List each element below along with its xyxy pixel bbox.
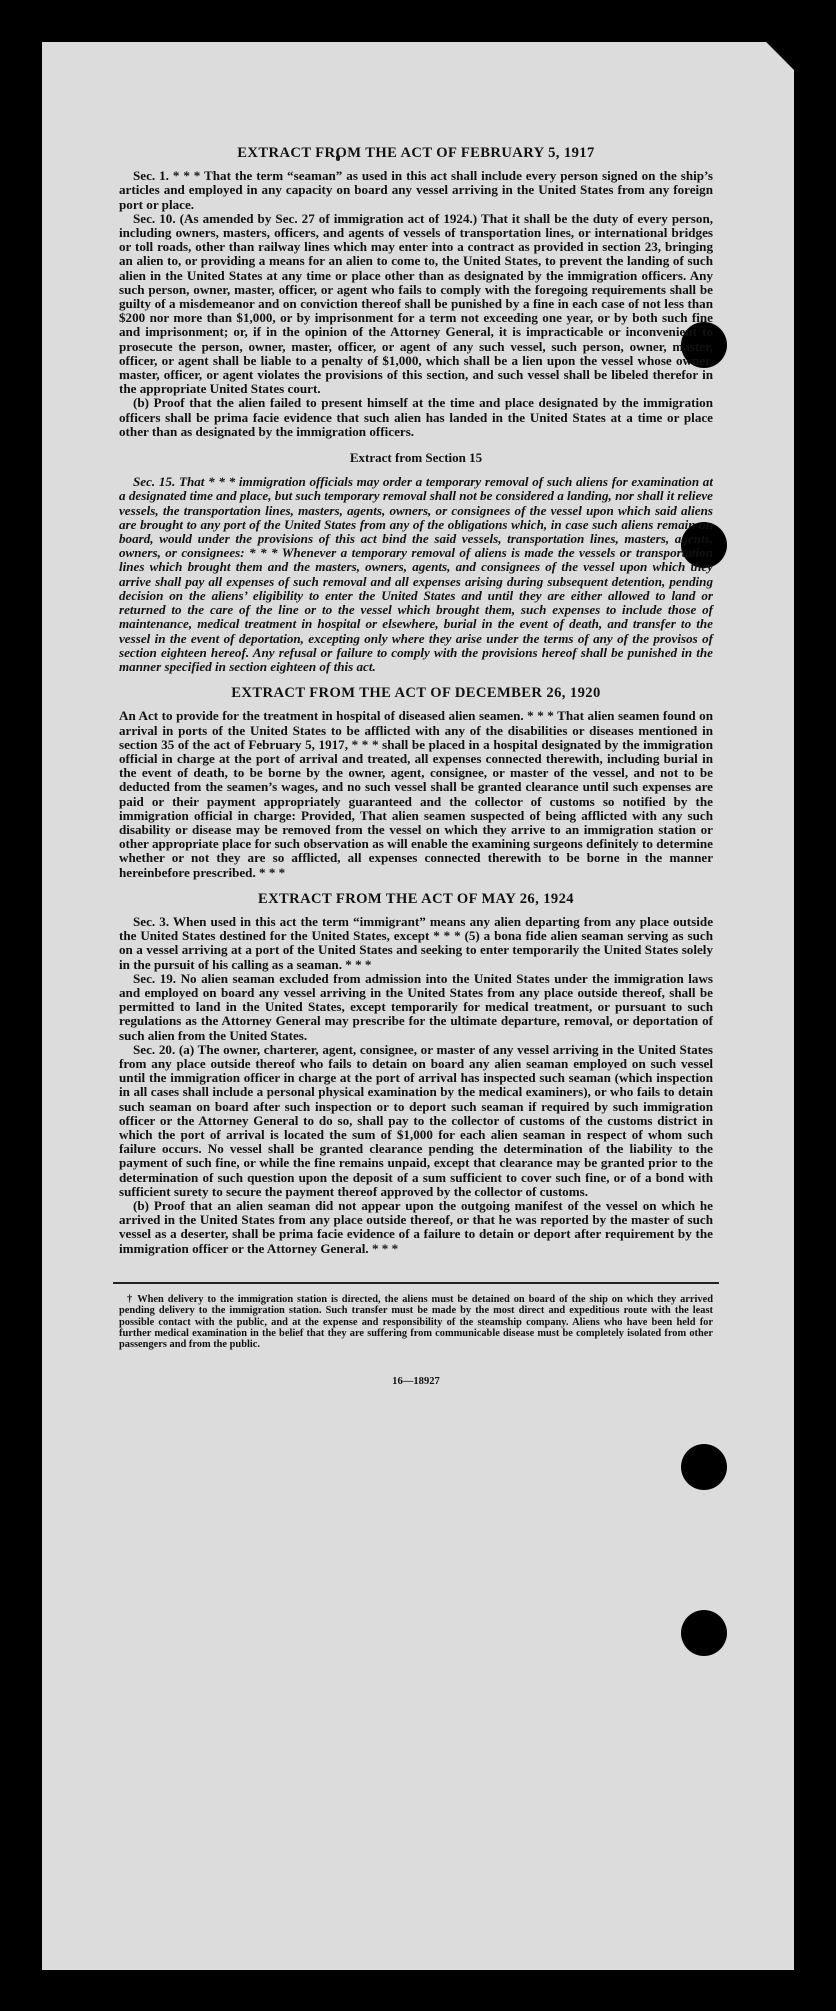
section-act-1917 <box>119 146 713 439</box>
document-body <box>119 146 713 1389</box>
footnote <box>119 1294 713 1351</box>
paragraph-hospital-act: An Act to provide for the treatment in hospital of diseased alien seamen. * * * That alien seamen found on arrival in ports of the United States to be afflicted with any of the disabilities or diseases mentioned in section 35 of the act of February 5, 1917, * * * shall be placed in a hospital designated by the immigration official in charge at the port of arrival and treated, all expenses connected therewith, including burial in the event of death, to be borne by the owner, agent, consignee, or master of the vessel, and not to be deducted from the seamen’s wages, and no such vessel shall be granted clearance until such expenses are paid or their payment appropriately guaranteed and the collector of customs so notified by the immigration official in charge: Provided, That alien seamen suspected of being afflicted with any such disability or disease may be removed from the vessel on which they arrive to an immigration station or other appropriate place for such observation as will enable the examining surgeons definitely to determine whether or not they are so afflicted, all expenses connected therewith to be borne in the manner hereinbefore prescribed. * * * <box>119 708 713 880</box>
footnote-divider <box>113 1282 719 1284</box>
paragraph-proof-b: (b) Proof that the alien failed to present himself at the time and place designated by the immigration officers shall be prima facie evidence that such alien has landed in the United States at a time or place other than as designated by the immigration officers. <box>119 395 713 439</box>
section-act-1924 <box>119 892 713 1256</box>
paragraph-sec-10: Sec. 10. (As amended by Sec. 27 of immigration act of 1924.) That it shall be the duty of every person, including owners, masters, officers, and agents of vessels of transportation lines, or international bridges or toll roads, other than railway lines which may enter into a contract as provided in section 23, bringing an alien to, or providing a means for an alien to come to, the United States, to prevent the landing of such alien in the United States at any time or place other than as designated by the immigration officers. Any such person, owner, master, officer, or agent who fails to comply with the foregoing requirements shall be guilty of a misdemeanor and on conviction thereof shall be punished by a fine in each case of not less than $200 nor more than $1,000, or by imprisonment for a term not exceeding one year, or by both such fine and imprisonment; or, if in the opinion of the Attorney General, it is impracticable or inconvenient to prosecute the person, owner, master, officer, or agent of any such vessel, such person, owner, master, officer, or agent shall be liable to a penalty of $1,000, which shall be a lien upon the vessel whose owner, master, officer, or agent violates the provisions of this section, and such vessel shall be libeled therefor in the appropriate United States court. <box>119 210 713 397</box>
section-extract-15 <box>119 451 713 674</box>
section-heading: EXTRACT FROM THE ACT OF DECEMBER 26, 1920 <box>231 685 601 702</box>
section-heading: EXTRACT FROM THE ACT OF MAY 26, 1924 <box>257 890 575 907</box>
form-number: 16—18927 <box>392 1375 440 1387</box>
paragraph-sec-3: Sec. 3. When used in this act the term “immigrant” means any alien departing from any place outside the United States destined for the United States, except * * * (5) a bona fide alien seaman serving as such on a vessel arriving at a port of the United States and seeking to enter temporarily the United States solely in the pursuit of his calling as a seaman. * * * <box>119 913 713 972</box>
paragraph-sec-15: Sec. 15. That * * * immigration officials may order a temporary removal of such aliens for examination at a designated time and place, but such temporary removal shall not be considered a landing, nor shall it relieve vessels, the transportation lines, masters, agents, owners, or consignees of the vessel upon which said aliens are brought to any port of the United States from any of the obligations which, in case such aliens remain on board, would under the provisions of this act bind the said vessels, transportation lines, masters, agents, owners, or consignees: * * * Whenever a temporary removal of aliens is made the vessels or transportation lines which brought them and the masters, owners, agents, and consignees of the vessel upon which they arrive shall pay all expenses of such removal and all expenses arising during subsequent detention, pending decision on the aliens’ eligibility to enter the United States and until they are either allowed to land or returned to the care of the line or to the vessel which brought them, such expenses to include those of maintenance, medical treatment in hospital or elsewhere, burial in the event of death, and transfer to the vessel in the event of deportation, excepting only where they arise under the terms of any of the provisos of section eighteen hereof. Any refusal or failure to comply with the provisions hereof shall be punished in the manner specified in section eighteen of this act. <box>119 474 713 674</box>
section-heading: Extract from Section 15 <box>349 450 483 466</box>
paragraph-sec-1: Sec. 1. * * * That the term “seaman” as used in this act shall include every person signed on the ship’s articles and employed in any capacity on board any vessel arriving in the United States from any foreign port or place. <box>119 168 713 212</box>
binder-hole <box>681 1610 727 1656</box>
paragraph-proof-b: (b) Proof that an alien seaman did not appear upon the outgoing manifest of the vessel on which he arrived in the United States from any place outside thereof, or that he was reported by the master of such vessel as a deserter, shall be prima facie evidence of a failure to detain or deport after requirement by the immigration officer or the Attorney General. * * * <box>119 1198 713 1256</box>
section-act-1920 <box>119 686 713 880</box>
paragraph-sec-19: Sec. 19. No alien seaman excluded from admission into the United States under the immigration laws and employed on board any vessel arriving in the United States from any place outside thereof, shall be permitted to land in the United States, except temporarily for medical treatment, or pursuant to such regulations as the Attorney General may prescribe for the ultimate departure, removal, or deportation of such alien from the United States. <box>119 970 713 1043</box>
binder-hole <box>681 1444 727 1490</box>
paragraph-sec-20: Sec. 20. (a) The owner, charterer, agent, consignee, or master of any vessel arriving in the United States from any place outside thereof who fails to detain on board any alien seaman employed on such vessel until the immigration officer in charge at the port of arrival has inspected such seaman (which inspection in all cases shall include a personal physical examination by the medical examiners), or who fails to detain such seaman on board after such inspection or to deport such seaman if required by such immigration officer or the Attorney General to do so, shall pay to the collector of customs of the customs district in which the port of arrival is located the sum of $1,000 for each alien seaman in respect of whom such failure occurs. No vessel shall be granted clearance pending the determination of the liability to the payment of such fine, or while the fine remains unpaid, except that clearance may be granted prior to the determination of such question upon the deposit of a sum sufficient to cover such fine, or of a bond with sufficient surety to secure the payment thereof approved by the collector of customs. <box>119 1041 713 1199</box>
section-heading: EXTRACT FROM THE ACT OF FEBRUARY 5, 1917 <box>237 145 595 161</box>
footnote-text: † When delivery to the immigration station is directed, the aliens must be detained on board of the ship on which they arrived pending delivery to the immigration station. Such transfer must be made by the most direct and expeditious route with the least possible contact with the public, and at the expense and responsibility of the steamship company. Aliens who have been held for further medical examination in the belief that they are suffering from communicable disease must be completely isolated from other passengers and from the public. <box>119 1293 713 1351</box>
